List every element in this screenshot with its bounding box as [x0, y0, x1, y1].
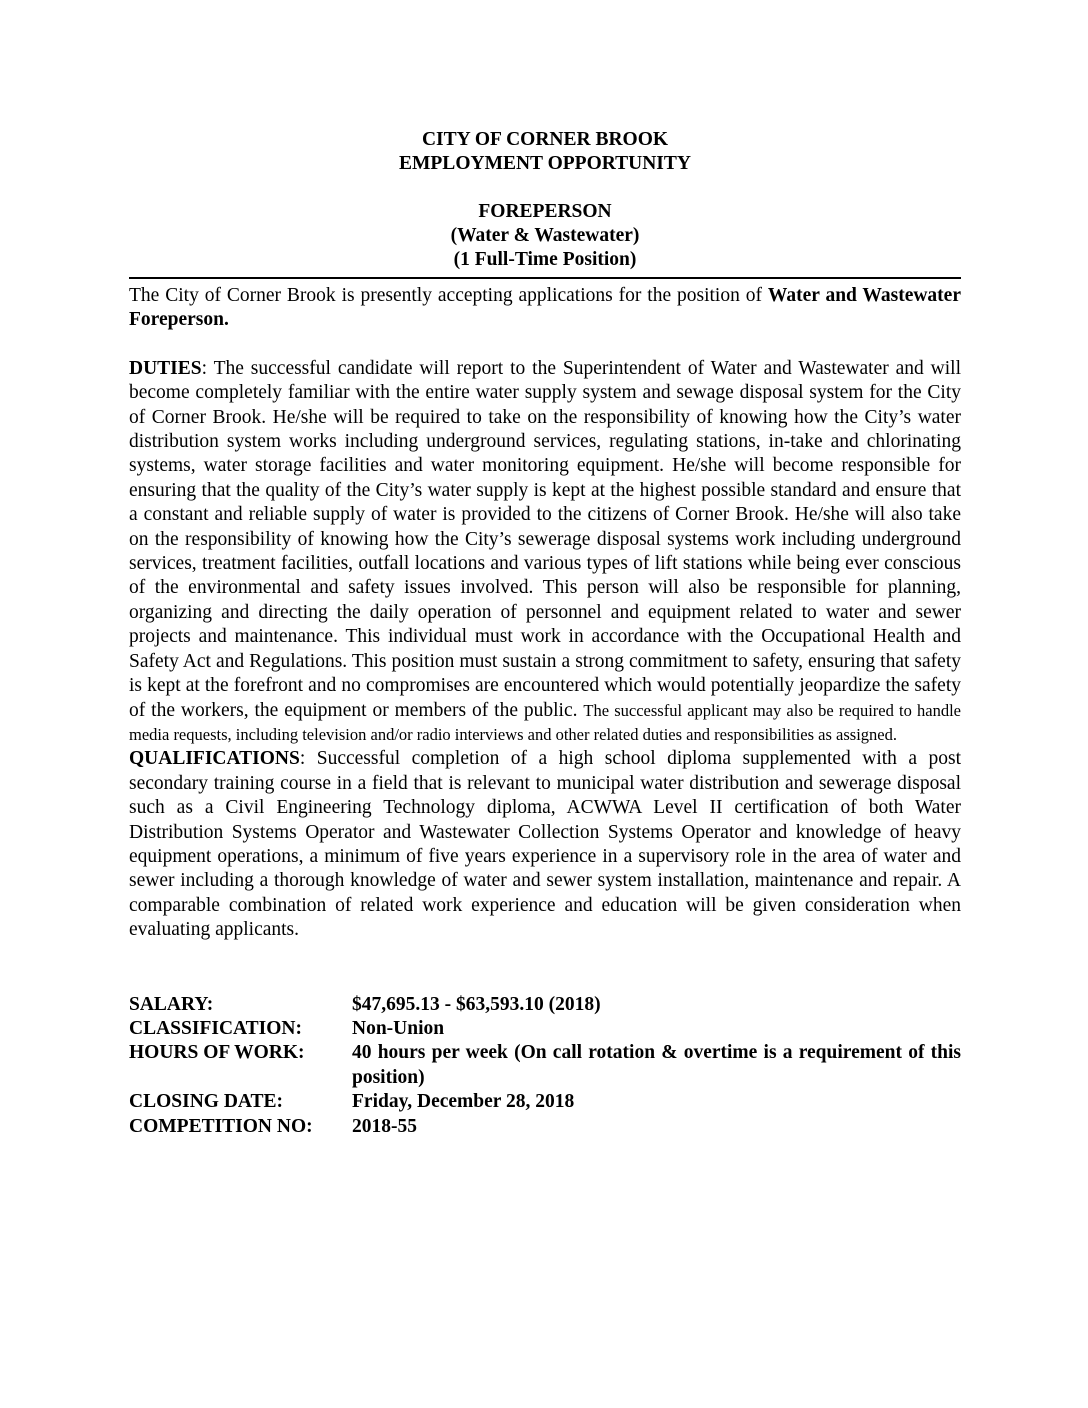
hours-row [129, 1041, 961, 1090]
qualifications-text: : Successful completion of a high school diploma supplemented with a post secondary training course in a field that is relevant to municipal water distribution and sewerage disposal such as a Civil Engineering Technology diploma, ACWWA Level II certification of both Water Distribution Systems Operator and Wastewater Collection Systems Operator and knowledge of heavy equipment operations, a minimum of five years experience in a supervisory role in the area of water and sewer including a thorough knowledge of water and sewer system installation, maintenance and repair. A comparable combination of related work experience and education will be given consideration when evaluating applicants. [129, 748, 961, 941]
salary-row [129, 993, 961, 1017]
classification-value: Non-Union [352, 1017, 445, 1039]
position-title: FOREPERSON [478, 201, 612, 222]
salary-value: $47,695.13 - $63,593.10 (2018) [352, 993, 601, 1015]
job-details [129, 993, 961, 1139]
duties-text-small: The successful applicant may also be required to handle media requests, including television and/or radio interviews and other related duties and responsibilities as assigned. [129, 700, 961, 744]
qualifications-paragraph [129, 747, 961, 942]
closing-date-label: CLOSING DATE: [129, 1091, 284, 1113]
position-count: (1 Full-Time Position) [453, 249, 637, 270]
document-heading: EMPLOYMENT OPPORTUNITY [398, 153, 691, 174]
header-divider [129, 277, 961, 279]
department-name: (Water & Wastewater) [450, 225, 640, 246]
document-page [129, 128, 961, 1139]
hours-label: HOURS OF WORK: [129, 1042, 305, 1064]
closing-date-value: Friday, December 28, 2018 [352, 1091, 575, 1113]
org-name: CITY OF CORNER BROOK [421, 129, 669, 150]
hours-value: 40 hours per week (On call rotation & overtime is a requirement of this position) [352, 1042, 961, 1088]
competition-value: 2018-55 [352, 1115, 417, 1137]
competition-label: COMPETITION NO: [129, 1115, 313, 1137]
intro-text: The City of Corner Brook is presently accepting applications for the position of [129, 285, 768, 306]
intro-paragraph [129, 284, 961, 333]
duties-paragraph [129, 357, 961, 748]
classification-label: CLASSIFICATION: [129, 1017, 303, 1039]
intro-position: Water and Wastewater Foreperson. [129, 285, 961, 331]
duties-text: : The successful candidate will report to the Superintendent of Water and Wastewater and will become completely familiar with the entire water supply system and sewage disposal system for the City of Corner Brook. He/she will be required to take on the responsibility of knowing how the City’s water distribution system works including underground services, regulating stations, in-take and chlorinating systems, water storage facilities and water monitoring equipment. He/she will become responsible for ensuring that the quality of the City’s water supply is kept at the highest possible standard and ensure that a constant and reliable supply of water is provided to the citizens of Corner Brook. He/she will also take on the responsibility of knowing how the City’s sewerage disposal systems work including underground services, treatment facilities, outfall locations and various types of lift stations while being ever conscious of the environmental and safety issues involved. This person will also be responsible for planning, organizing and directing the daily operation of personnel and equipment related to water and sewer projects and maintenance. This individual must work in accordance with the Occupational Health and Safety Act and Regulations. This position must sustain a strong commitment to safety, ensuring that safety is kept at the forefront and no compromises are encountered which would potentially jeopardize the safety of the workers, the equipment or members of the public. [129, 357, 961, 721]
duties-label: DUTIES [129, 357, 202, 379]
competition-row [129, 1115, 961, 1139]
classification-row [129, 1017, 961, 1041]
document-header [129, 128, 961, 272]
closing-date-row [129, 1090, 961, 1114]
qualifications-label: QUALIFICATIONS [129, 748, 300, 770]
salary-label: SALARY: [129, 993, 214, 1015]
